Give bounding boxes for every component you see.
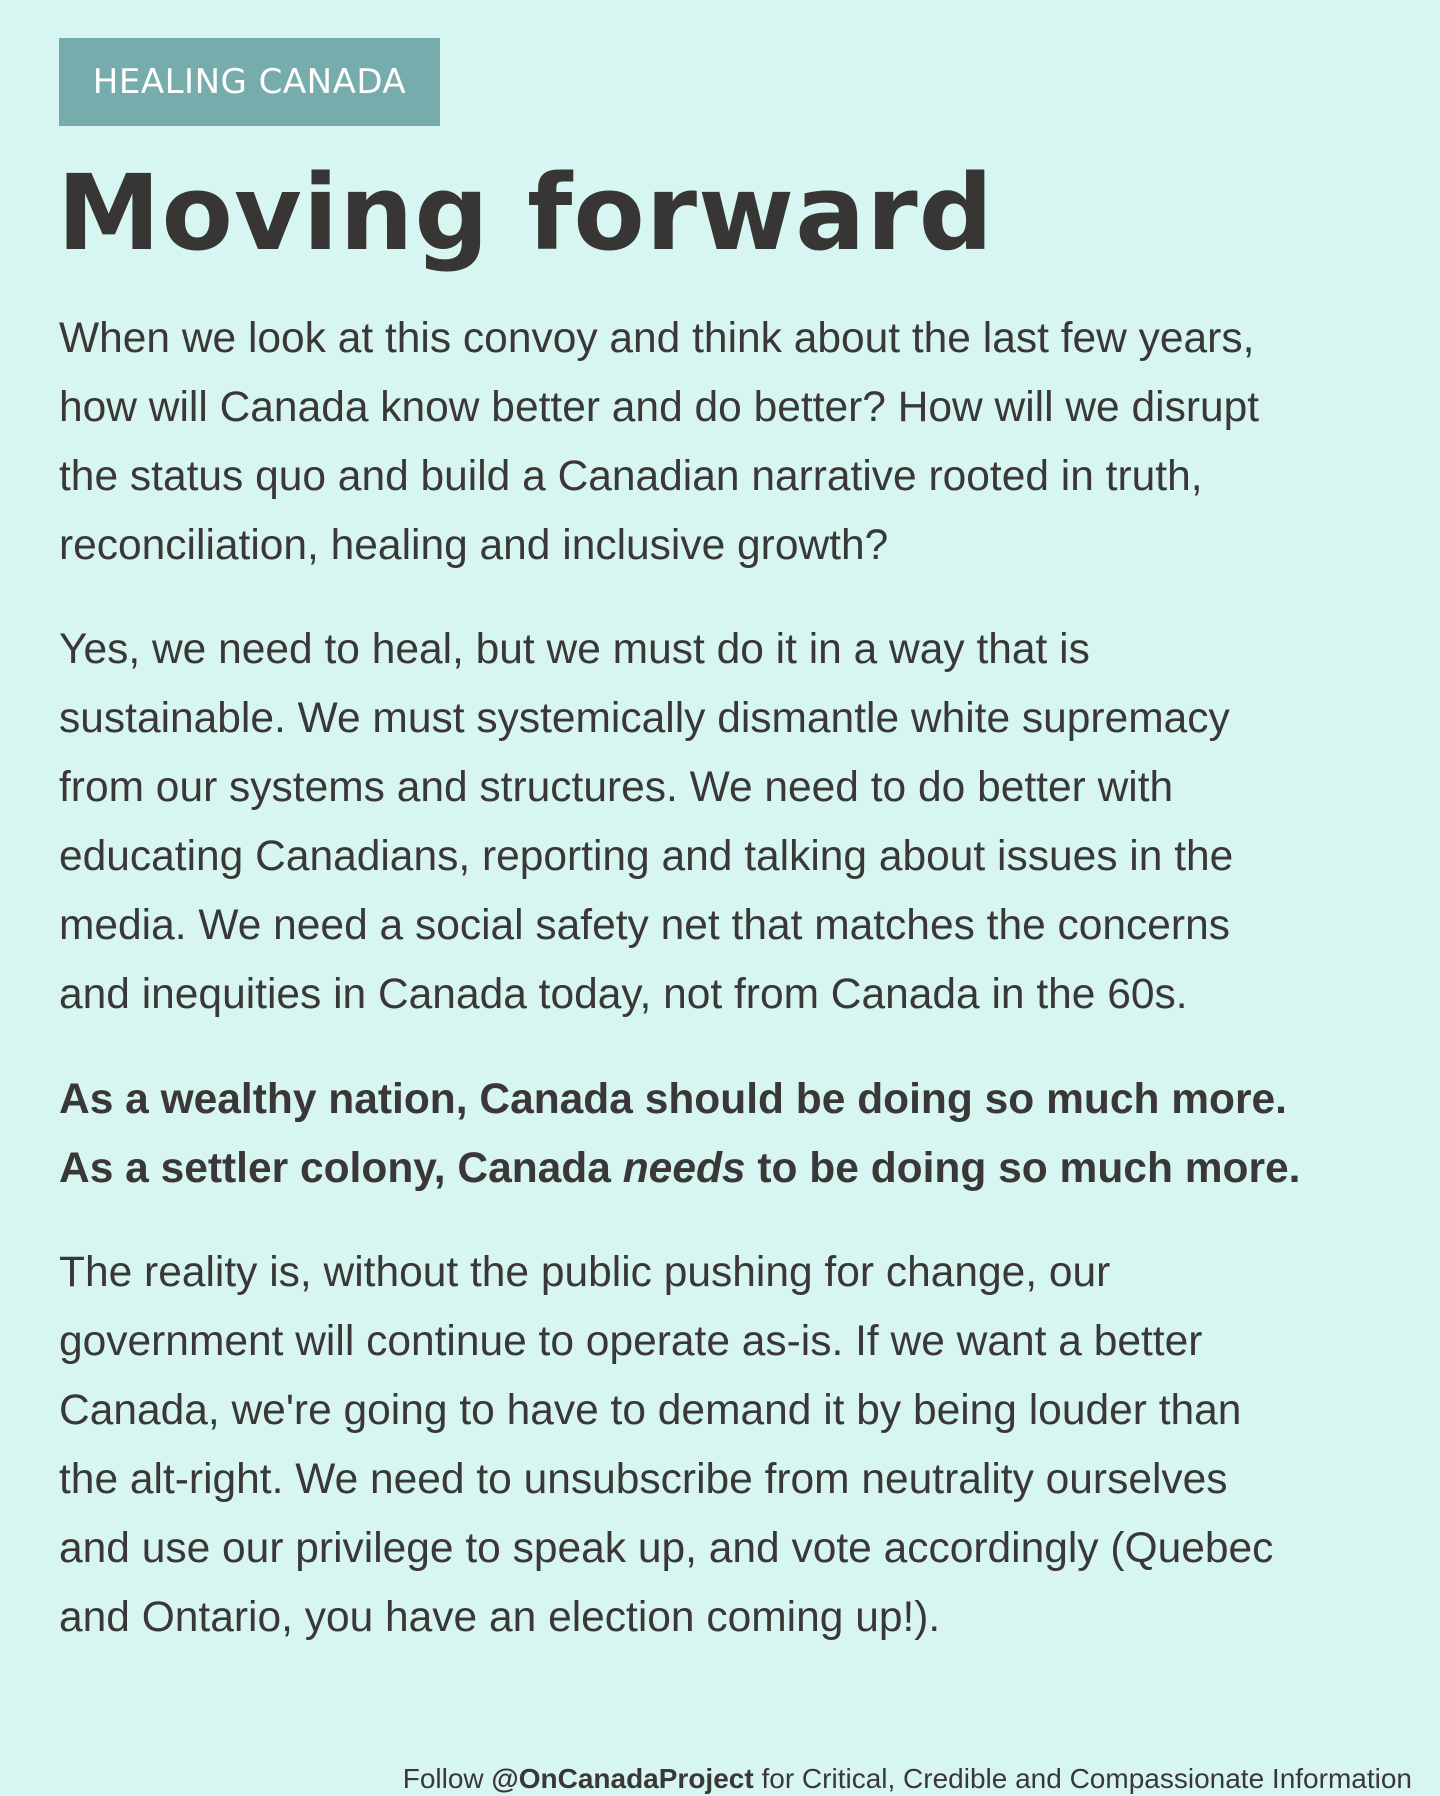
footer-prefix: Follow bbox=[402, 1763, 492, 1794]
footer-suffix: for Critical, Credible and Compassionate Information bbox=[753, 1763, 1412, 1794]
social-handle: @OnCanadaProject bbox=[491, 1763, 754, 1794]
text-line: The reality is, without the public pushing for change, our bbox=[59, 1249, 1111, 1296]
text-line: sustainable. We must systemically dismantle white supremacy bbox=[59, 695, 1230, 742]
text-line: and inequities in Canada today, not from Canada in the 60s. bbox=[59, 971, 1188, 1018]
text-line: the alt-right. We need to unsubscribe from neutrality ourselves bbox=[59, 1456, 1228, 1503]
paragraph-intro bbox=[59, 304, 1399, 580]
text-line: When we look at this convoy and think about the last few years, bbox=[59, 315, 1255, 362]
text-line: how will Canada know better and do better? How will we disrupt bbox=[59, 384, 1260, 431]
text-line: reconciliation, healing and inclusive growth? bbox=[59, 522, 889, 569]
text-segment: As a settler colony, Canada bbox=[59, 1145, 623, 1192]
text-line: from our systems and structures. We need to do better with bbox=[59, 764, 1174, 811]
category-tag: HEALING CANADA bbox=[59, 38, 440, 126]
footer-credit bbox=[403, 1764, 1412, 1794]
text-line bbox=[59, 1134, 1399, 1203]
paragraph-reality bbox=[59, 1238, 1399, 1652]
text-segment: to be doing so much more. bbox=[745, 1145, 1301, 1192]
text-line: Yes, we need to heal, but we must do it in a way that is bbox=[59, 626, 1090, 673]
text-line: government will continue to operate as-is. If we want a better bbox=[59, 1318, 1203, 1365]
text-line: and use our privilege to speak up, and vote accordingly (Quebec bbox=[59, 1525, 1274, 1572]
emphasis-word: needs bbox=[622, 1145, 746, 1192]
text-line: and Ontario, you have an election coming up!). bbox=[59, 1594, 941, 1641]
text-line: media. We need a social safety net that matches the concerns bbox=[59, 902, 1230, 949]
text-line: As a wealthy nation, Canada should be doing so much more. bbox=[59, 1076, 1287, 1123]
text-line: the status quo and build a Canadian narrative rooted in truth, bbox=[59, 453, 1203, 500]
page-title: Moving forward bbox=[57, 152, 995, 274]
paragraph-heal bbox=[59, 615, 1399, 1029]
text-line: Canada, we're going to have to demand it by being louder than bbox=[59, 1387, 1242, 1434]
text-line: educating Canadians, reporting and talking about issues in the bbox=[59, 833, 1234, 880]
paragraph-emphasis bbox=[59, 1065, 1399, 1203]
